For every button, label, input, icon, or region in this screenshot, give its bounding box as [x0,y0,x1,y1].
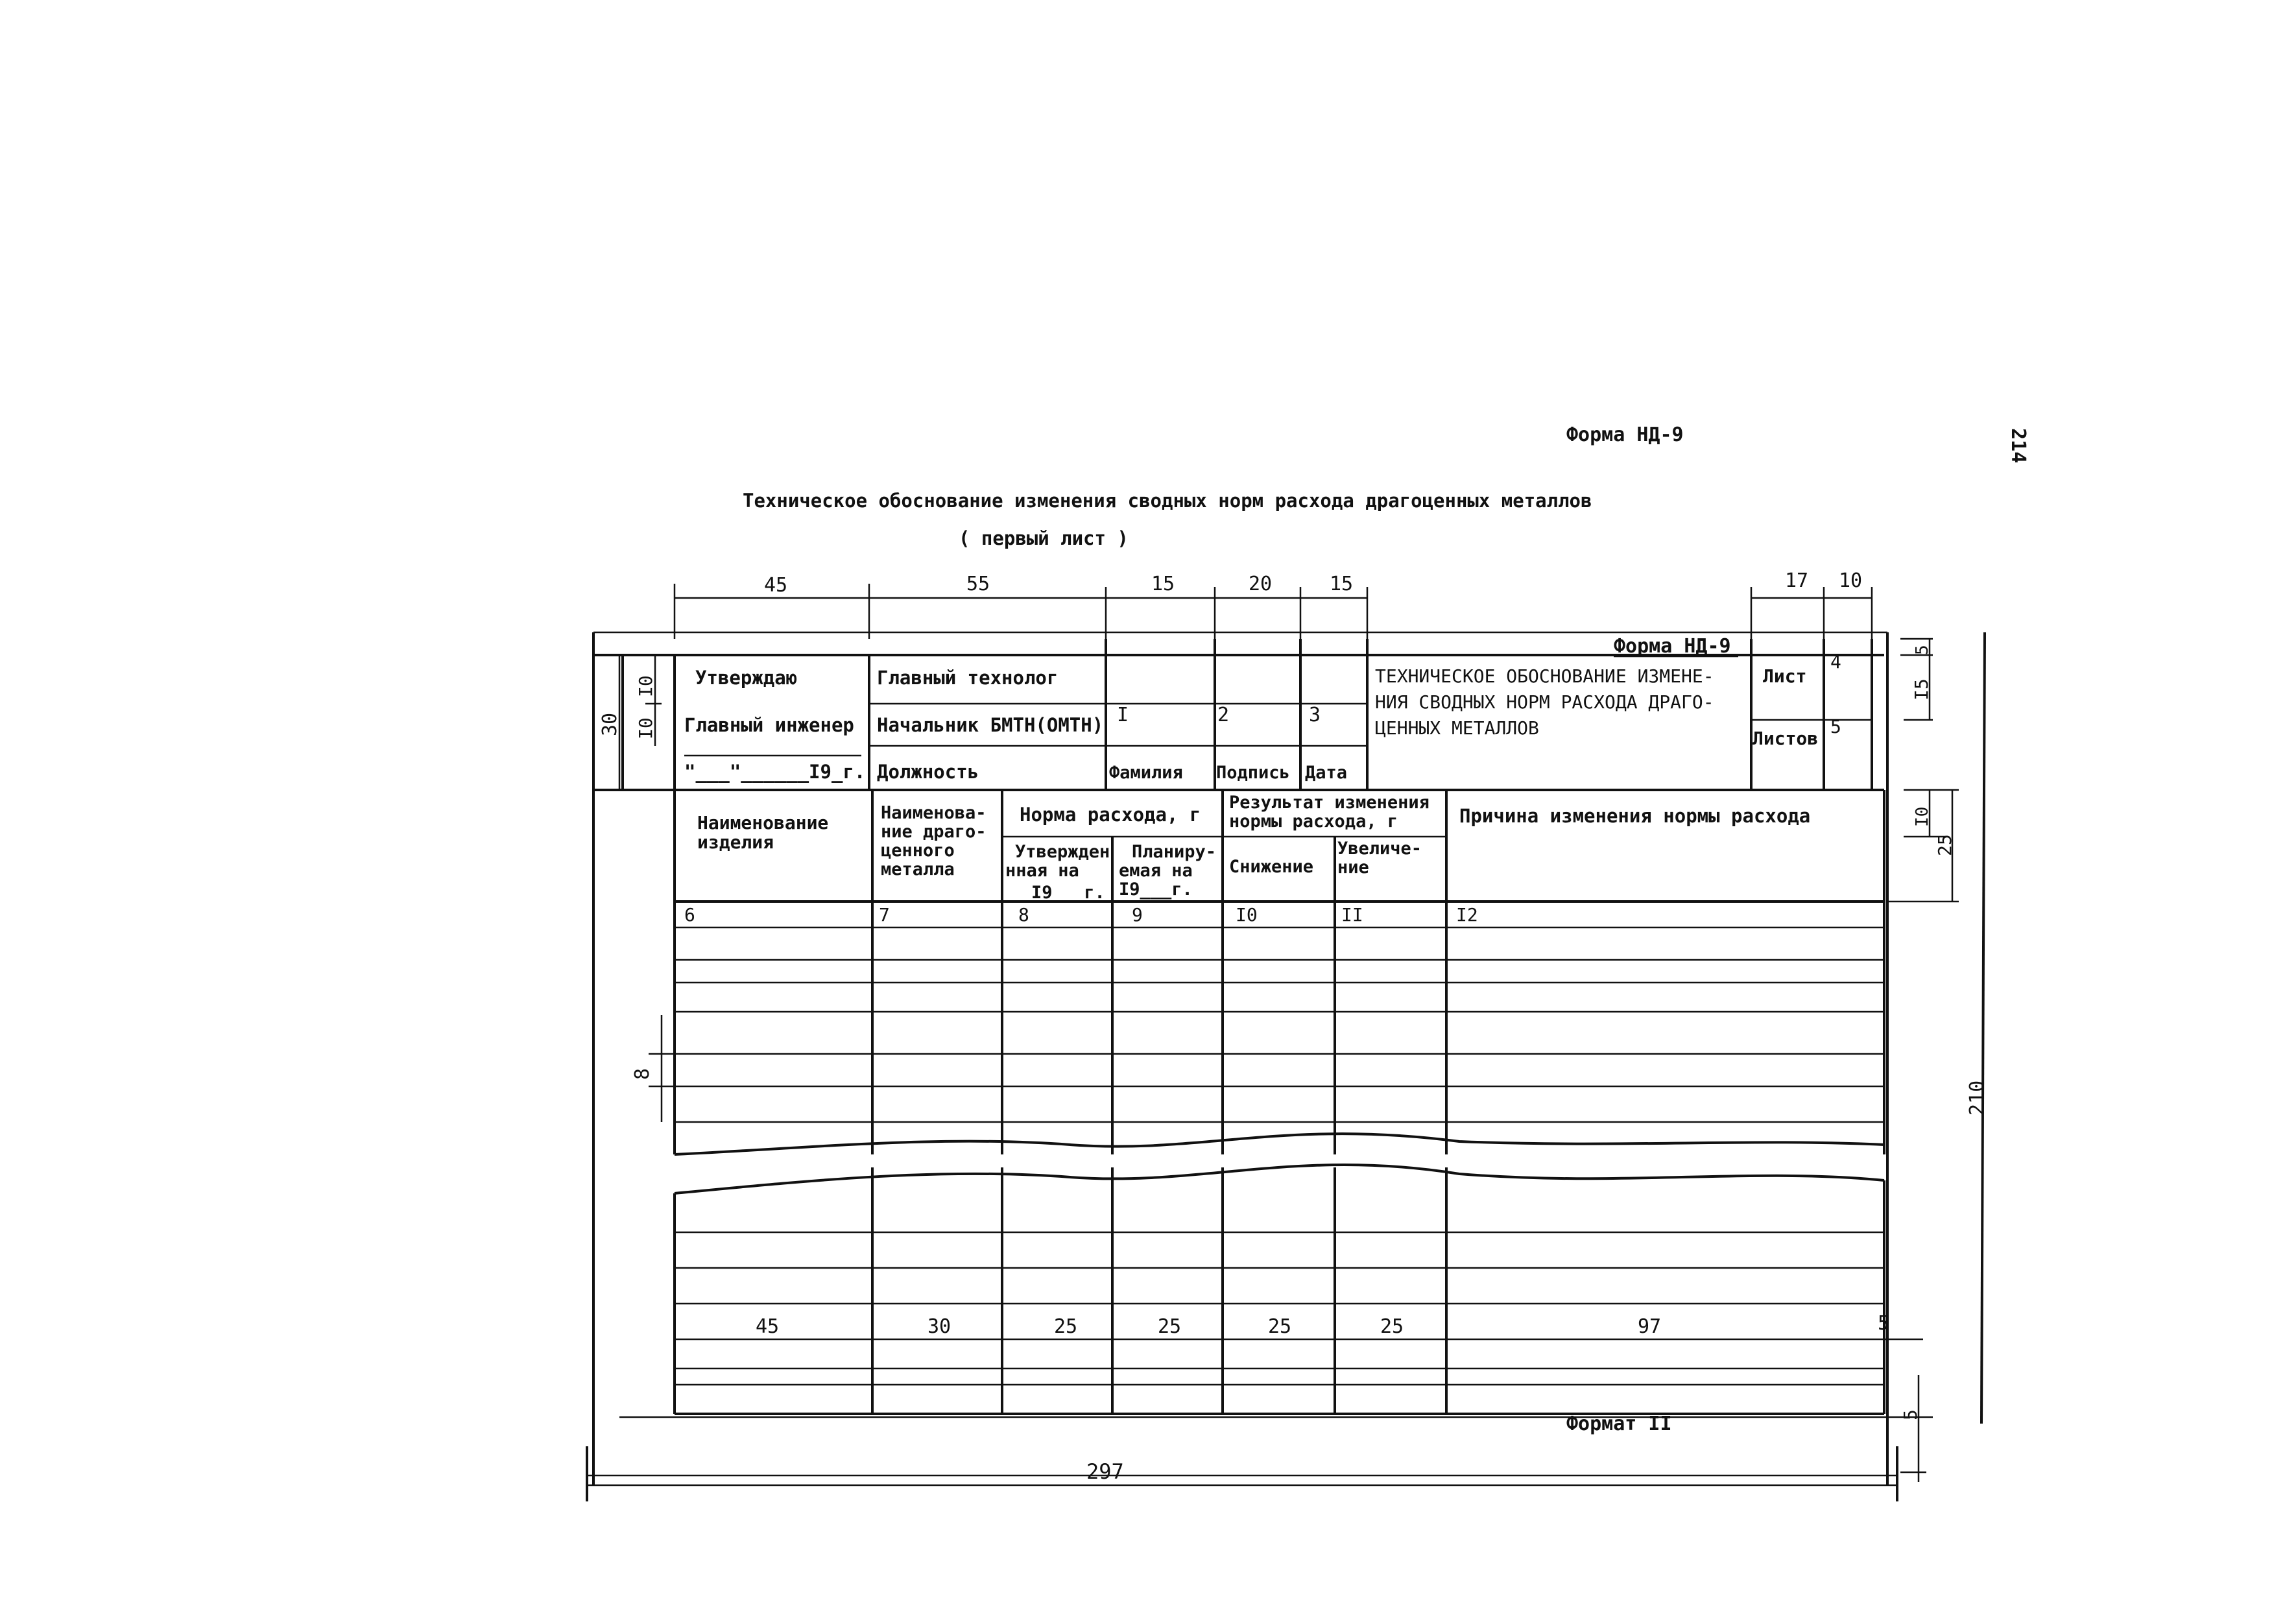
dim-r-5: 5 [1913,645,1932,655]
format-label: Формат II [1566,1413,1672,1435]
sheet-label: Лист [1763,665,1807,687]
bottom-dim-5: 5 [1878,1312,1890,1335]
col-reason: Причина изменения нормы расхода [1459,805,1811,827]
document-subtitle: ( первый лист ) [959,527,1129,549]
document-title: Техническое обоснование изменения сводных норм расхода драгоценных металлов [743,490,1592,512]
chief-engineer-label: Главный инженер [684,714,854,736]
bottom-dim-25-a: 25 [1054,1315,1078,1338]
col-approved-2: нная на [1005,861,1079,881]
col-planned-1: Планиру- [1132,842,1217,862]
dim-10-b: I0 [635,717,656,739]
date-label: Дата [1305,763,1348,783]
col-metal-1: Наименова- [881,803,987,823]
dim-15b: 15 [1330,573,1354,595]
inner-form-label: Форма НД-9 [1614,635,1731,658]
dim-55: 55 [966,573,990,595]
col-planned-2: емая на [1119,861,1193,881]
dim-r-25: 25 [1934,834,1956,856]
date-line: "___"______I9_г. [684,761,866,783]
col-metal-4: металла [881,859,955,879]
bottom-dim-25-c: 25 [1268,1315,1292,1338]
dim-r-210: 210 [1966,1080,1989,1116]
dim-r-15: I5 [1911,678,1932,700]
form-label: Форма НД-9 [1566,424,1684,446]
upper-table [631,902,1884,1154]
block-title-line-2: НИЯ СВОДНЫХ НОРМ РАСХОДА ДРАГО- [1375,691,1714,713]
dim-17: 17 [1785,569,1809,592]
sheets-number: 5 [1830,716,1841,737]
num-1: I [1117,704,1129,726]
col-num-8: 8 [1018,904,1029,925]
block-title-line-3: ЦЕННЫХ МЕТАЛЛОВ [1375,717,1539,739]
block-title-line-1: ТЕХНИЧЕСКОЕ ОБОСНОВАНИЕ ИЗМЕНЕ- [1375,665,1714,687]
position-label: Должность [877,761,979,783]
col-num-12: I2 [1456,904,1478,925]
col-approved-1: Утвержден [1015,842,1110,862]
bottom-dim-45: 45 [756,1315,780,1338]
header-block [593,635,1884,790]
bottom-dim-97: 97 [1638,1315,1662,1338]
total-width-297: 297 [1086,1459,1124,1484]
approve-label: Утверждаю [695,667,798,689]
col-approved-3: I9___г. [1031,883,1105,903]
surname-label: Фамилия [1109,763,1183,783]
lower-table [675,1167,1923,1414]
col-num-9: 9 [1132,904,1143,925]
dim-r-10: I0 [1913,806,1932,827]
dim-r-5-bottom: 5 [1900,1409,1921,1420]
col-product-name-1: Наименование [697,812,829,833]
bottom-dim-30: 30 [927,1315,951,1338]
dim-30: 30 [599,712,621,736]
dim-15a: 15 [1151,573,1175,595]
col-num-6: 6 [684,904,695,925]
bottom-total-dimension [587,1446,1897,1501]
bottom-dim-25-b: 25 [1158,1315,1182,1338]
bottom-dim-25-d: 25 [1380,1315,1404,1338]
sheets-label: Листов [1753,728,1819,749]
col-decrease: Снижение [1229,857,1314,877]
dim-20: 20 [1249,573,1273,595]
dim-45: 45 [764,574,788,597]
col-metal-2: ние драго- [881,822,987,842]
right-dimensions [1887,632,1989,1482]
col-num-7: 7 [879,904,890,925]
dim-10: 10 [1839,569,1863,592]
dim-row-8: 8 [631,1068,654,1080]
num-2: 2 [1217,704,1230,726]
col-result-1: Результат изменения [1229,793,1430,813]
num-3: 3 [1309,704,1321,726]
col-result-2: нормы расхода, г [1229,811,1398,831]
col-num-10: I0 [1236,904,1258,925]
left-dimensions [599,655,662,790]
col-increase-2: ние [1337,857,1369,878]
column-header [675,790,1884,903]
col-increase-1: Увеличе- [1337,839,1422,859]
col-product-name-2: изделия [697,831,774,853]
top-dimensions [675,569,1872,639]
signature-label: Подпись [1216,763,1290,783]
col-metal-3: ценного [881,841,955,861]
sheet-number: 4 [1830,651,1841,673]
page-number: 214 [2007,428,2029,464]
dim-10-a: I0 [635,675,656,697]
head-dept-label: Начальник БМТН(ОМТН) [877,714,1104,736]
col-norm-group: Норма расхода, г [1020,804,1201,826]
break-lines [675,1134,1884,1193]
chief-technologist-label: Главный технолог [877,667,1059,689]
col-planned-3: I9___г. [1119,879,1193,900]
col-num-11: II [1341,904,1363,925]
